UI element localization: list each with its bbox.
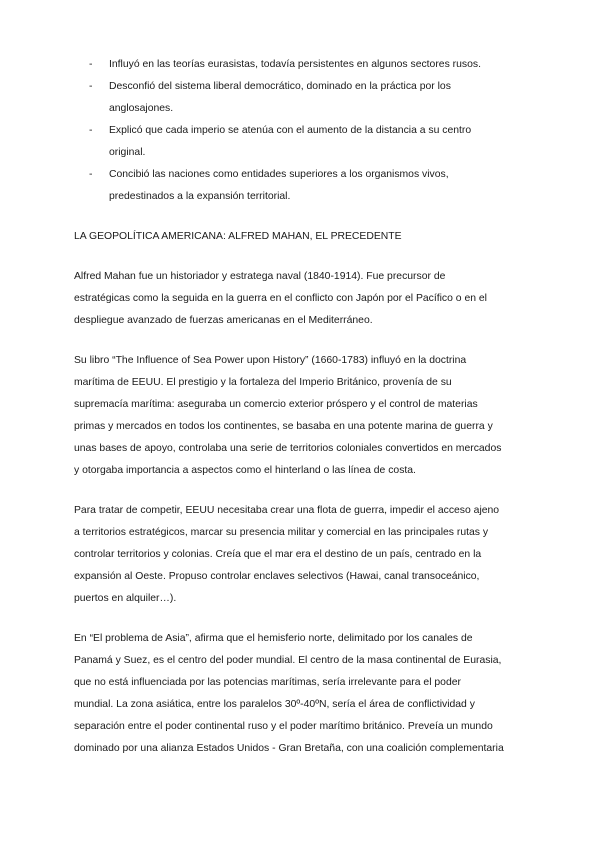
- paragraph-line: En “El problema de Asia”, afirma que el hemisferio norte, delimitado por los canales de: [74, 633, 473, 644]
- paragraph-line: Para tratar de competir, EEUU necesitaba crear una flota de guerra, impedir el acceso ajeno: [74, 505, 500, 516]
- bullet-item: [74, 164, 514, 208]
- bullet-list: [74, 54, 514, 208]
- paragraph-line: estratégicas como la seguida en la guerra en el conflicto con Japón por el Pacífico o en el: [74, 293, 487, 304]
- section-heading: LA GEOPOLÍTICA AMERICANA: ALFRED MAHAN, EL PRECEDENTE: [74, 231, 402, 242]
- paragraph-line: mundial. La zona asiática, entre los paralelos 30º-40ºN, sería el área de conflictividad y: [74, 699, 475, 710]
- paragraph-line: Panamá y Suez, es el centro del poder mundial. El centro de la masa continental de Eurasia,: [74, 655, 502, 666]
- paragraph-line: Alfred Mahan fue un historiador y estratega naval (1840-1914). Fue precursor de: [74, 271, 446, 282]
- bullet-dash: -: [89, 81, 93, 92]
- bullet-text: predestinados a la expansión territorial.: [109, 191, 291, 202]
- bullet-text: Concibió las naciones como entidades superiores a los organismos vivos,: [109, 169, 449, 180]
- paragraph-line: despliegue avanzado de fuerzas americanas en el Mediterráneo.: [74, 315, 373, 326]
- paragraph-line: y otorgaba importancia a aspectos como el hinterland o las línea de costa.: [74, 465, 416, 476]
- paragraph-line: a territorios estratégicos, marcar su presencia militar y comercial en las principales rutas y: [74, 527, 489, 538]
- paragraph-problema-asia: [74, 628, 514, 760]
- bullet-item: [74, 54, 514, 76]
- paragraph-line: separación entre el poder continental ruso y el poder marítimo británico. Preveía un mundo: [74, 721, 493, 732]
- paragraph-sea-power: [74, 350, 514, 482]
- paragraph-line: puertos en alquiler…).: [74, 593, 177, 604]
- bullet-text: Desconfió del sistema liberal democrático, dominado en la práctica por los: [109, 81, 451, 92]
- bullet-text: anglosajones.: [109, 103, 174, 114]
- bullet-dash: -: [89, 125, 93, 136]
- paragraph-line: primas y mercados en todos los continentes, se basaba en una potente marina de guerra y: [74, 421, 493, 432]
- bullet-dash: -: [89, 59, 93, 70]
- bullet-text: Explicó que cada imperio se atenúa con el aumento de la distancia a su centro: [109, 125, 472, 136]
- bullet-text: original.: [109, 147, 146, 158]
- paragraph-line: marítima de EEUU. El prestigio y la fortaleza del Imperio Británico, provenía de su: [74, 377, 452, 388]
- bullet-item: [74, 76, 514, 120]
- paragraph-line: supremacía marítima: aseguraba un comercio exterior próspero y el control de materias: [74, 399, 478, 410]
- paragraph-line: expansión al Oeste. Propuso controlar enclaves selectivos (Hawai, canal transoceánico,: [74, 571, 480, 582]
- paragraph-eeuu-competir: [74, 500, 514, 610]
- paragraph-line: Su libro “The Influence of Sea Power upon History” (1660-1783) influyó en la doctrina: [74, 355, 467, 366]
- paragraph-line: que no está influenciada por las potencias marítimas, sería irrelevante para el poder: [74, 677, 461, 688]
- bullet-dash: -: [89, 169, 93, 180]
- bullet-text: Influyó en las teorías eurasistas, todavía persistentes en algunos sectores rusos.: [109, 59, 481, 70]
- paragraph-line: unas bases de apoyo, controlaba una serie de territorios coloniales convertidos en mercados: [74, 443, 502, 454]
- paragraph-mahan-intro: [74, 266, 514, 332]
- paragraph-line: controlar territorios y colonias. Creía que el mar era el destino de un país, centrado en la: [74, 549, 482, 560]
- paragraph-line: dominado por una alianza Estados Unidos - Gran Bretaña, con una coalición complementaria: [74, 743, 504, 754]
- bullet-item: [74, 120, 514, 164]
